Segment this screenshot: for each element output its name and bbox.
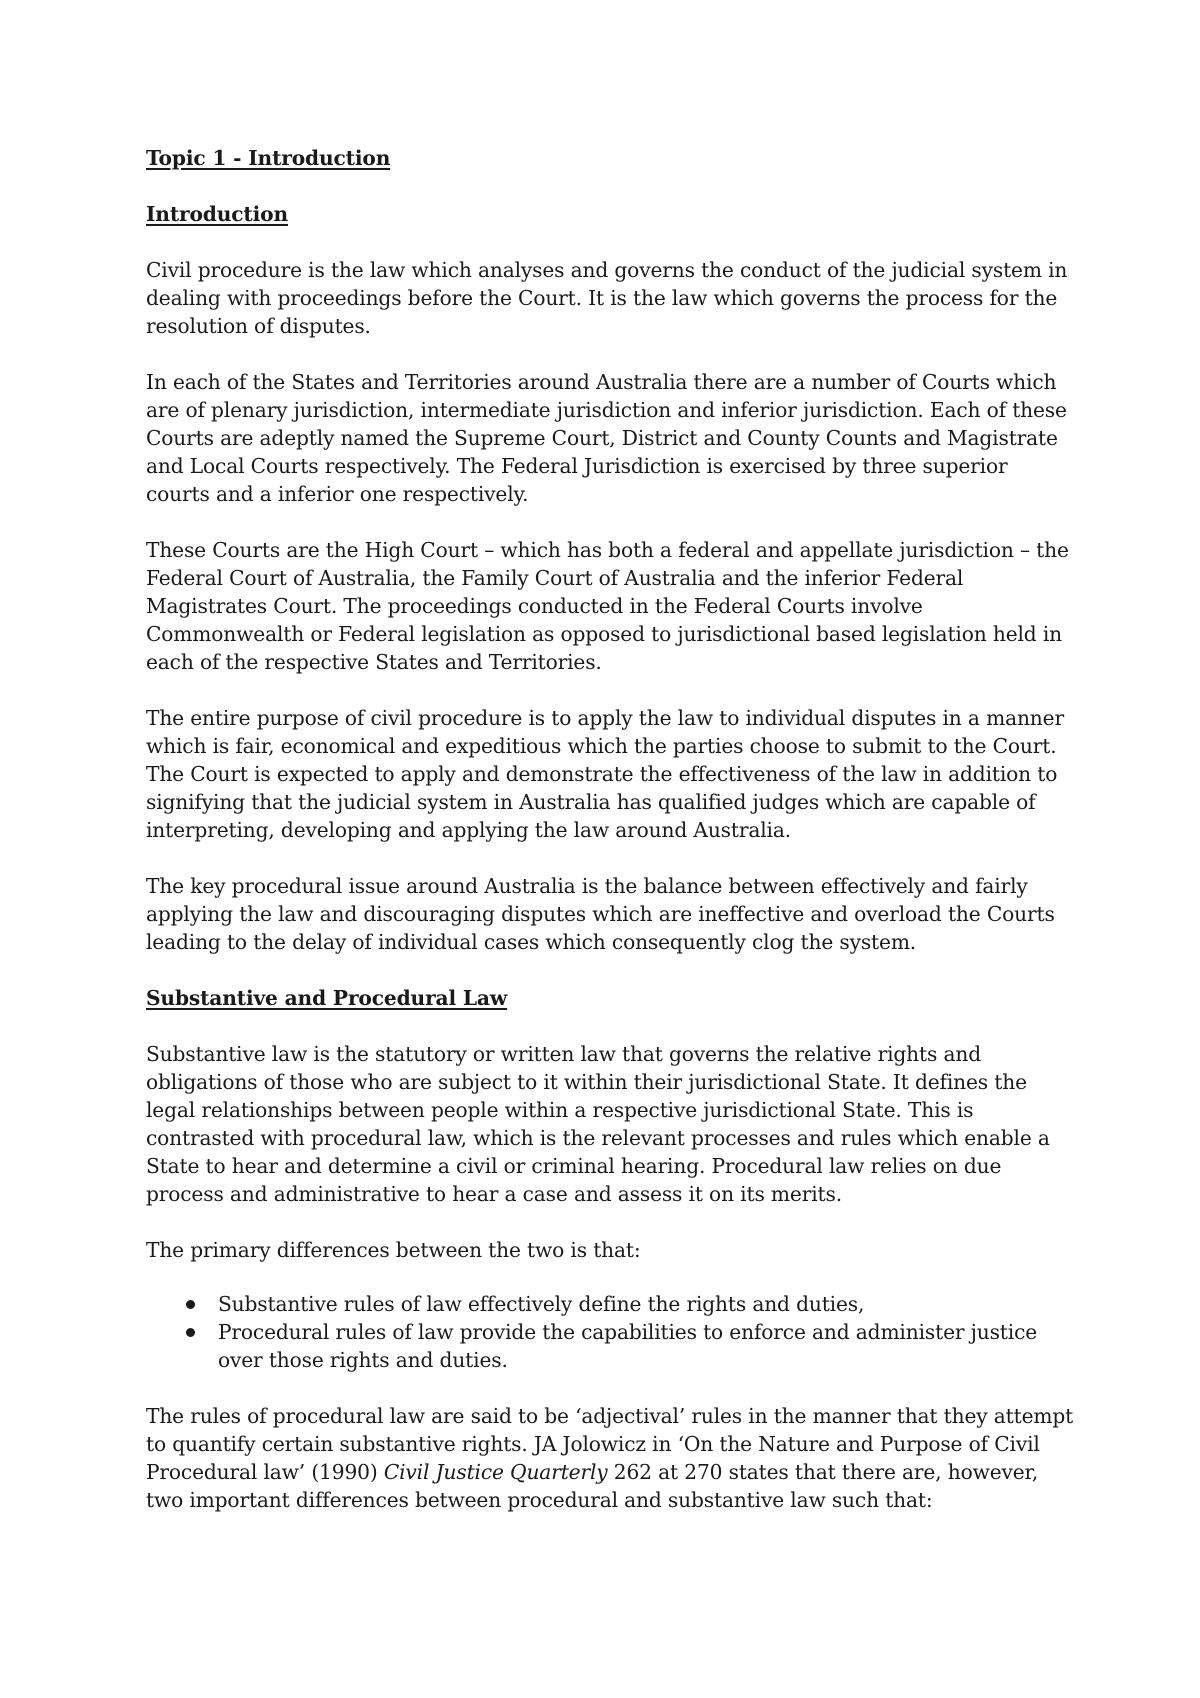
bullet-icon — [186, 1328, 195, 1337]
final-paragraph — [146, 1402, 1076, 1514]
substantive-procedural-heading: Substantive and Procedural Law — [146, 986, 508, 1010]
list-item-text: Substantive rules of law effectively define the rights and duties, — [218, 1292, 865, 1316]
intro-paragraph-2: In each of the States and Territories around Australia there are a number of Courts which are of plenary jurisdiction, intermediate jurisdiction and inferior jurisdiction. Each of these Courts are adeptly named the Supreme Court, District and County Counts and Magistrate and Local Courts respectively. The Federal Jurisdiction is exercised by three superior courts and a inferior one respectively. — [146, 370, 1067, 506]
list-item — [146, 1318, 1076, 1374]
intro-paragraph-3: These Courts are the High Court – which has both a federal and appellate jurisdiction – the Federal Court of Australia, the Family Court of Australia and the inferior Federal Magistrates Court. The proceedings conducted in the Federal Courts involve Commonwealth or Federal legislation as opposed to jurisdictional based legislation held in each of the respective States and Territories. — [146, 538, 1069, 674]
final-paragraph-text-end: 262 at 270 states that there are, however, two important differences between procedural and substantive law such that: — [146, 1460, 1039, 1512]
intro-paragraph-4: The entire purpose of civil procedure is to apply the law to individual disputes in a manner which is fair, economical and expeditious which the parties choose to submit to the Court. The Court is expected to apply and demonstrate the effectiveness of the law in addition to signifying that the judicial system in Australia has qualified judges which are capable of interpreting, developing and applying the law around Australia. — [146, 706, 1064, 842]
document-page — [146, 144, 1076, 1514]
list-item-text: Procedural rules of law provide the capabilities to enforce and administer justice over those rights and duties. — [218, 1320, 1038, 1372]
list-item — [146, 1290, 1076, 1318]
intro-paragraph-1: Civil procedure is the law which analyses and governs the conduct of the judicial system in dealing with proceedings before the Court. It is the law which governs the process for the resolution of disputes. — [146, 258, 1068, 338]
introduction-heading: Introduction — [146, 202, 288, 226]
topic-heading: Topic 1 - Introduction — [146, 146, 391, 170]
bullet-icon — [186, 1300, 195, 1309]
intro-paragraph-5: The key procedural issue around Australia is the balance between effectively and fairly applying the law and discouraging disputes which are ineffective and overload the Courts leading to the delay of individual cases which consequently clog the system. — [146, 874, 1055, 954]
substantive-paragraph-1: Substantive law is the statutory or written law that governs the relative rights and obligations of those who are subject to it within their jurisdictional State. It defines the legal relationships between people within a respective jurisdictional State. This is contrasted with procedural law, which is the relevant processes and rules which enable a State to hear and determine a civil or criminal hearing. Procedural law relies on due process and administrative to hear a case and assess it on its merits. — [146, 1042, 1050, 1206]
final-paragraph-text-start: The rules of procedural law are said to be ‘adjectival’ rules in the manner that they attempt to quantify certain substantive rights. JA Jolowicz in ‘On the Nature and Purpose of Civil Procedural law’ (1990) — [146, 1404, 1074, 1484]
differences-list — [146, 1290, 1076, 1374]
journal-title: Civil Justice Quarterly — [383, 1460, 608, 1484]
differences-intro: The primary differences between the two is that: — [146, 1238, 641, 1262]
